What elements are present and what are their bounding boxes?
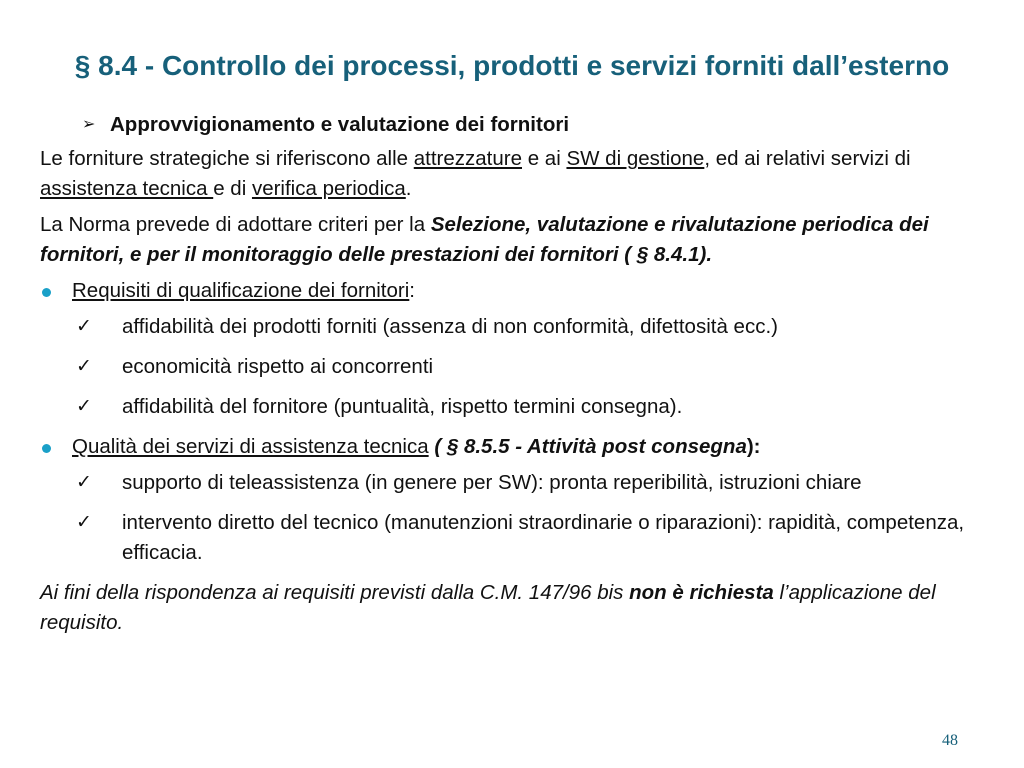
p2-bold-italic: Selezione, valutazione e rivalutazione periodica dei fornitori, e per il monitoraggio delle prestazioni dei fornitori ( § 8.4.1). (40, 213, 929, 266)
checkmark-icon: ✓ (76, 396, 92, 417)
p1-underline-sw: SW di gestione (566, 147, 705, 170)
check-item-text: economicità rispetto ai concorrenti (122, 355, 434, 378)
bullet-requisiti (40, 276, 990, 306)
bullet-requisiti-suffix: : (409, 279, 415, 302)
p3-italic-2: l’applicazione del requisito. (40, 581, 936, 634)
subheading (40, 110, 990, 140)
p1-underline-assistenza: assistenza tecnica (40, 177, 214, 200)
arrow-right-icon: ➢ (82, 116, 96, 133)
slide-title: § 8.4 - Controllo dei processi, prodotti e servizi forniti dall’esterno (74, 50, 950, 81)
p1-text-5: . (405, 177, 412, 200)
check-item-text: affidabilità dei prodotti forniti (assenza di non conformità, difettosità ecc.) (122, 315, 778, 338)
check-item (40, 508, 990, 568)
checkmark-icon: ✓ (76, 512, 92, 533)
p1-underline-verifica: verifica periodica (251, 177, 406, 200)
p2-text-1: La Norma prevede di adottare criteri per la (40, 213, 431, 236)
p1-text-4: e di (213, 177, 252, 200)
p3-bold-italic: non è richiesta (629, 581, 774, 604)
check-item (40, 352, 990, 382)
subheading-text: Approvvigionamento e valutazione dei fornitori (110, 113, 570, 136)
p1-text-2: e ai (522, 147, 567, 170)
dot-icon (42, 288, 51, 297)
checkmark-icon: ✓ (76, 472, 92, 493)
paragraph-forniture (40, 144, 990, 204)
check-item-text: intervento diretto del tecnico (manutenzioni straordinarie o riparazioni): rapidità, competenza, efficacia. (122, 511, 965, 564)
check-item (40, 392, 990, 422)
checkmark-icon: ✓ (76, 316, 92, 337)
paragraph-norma (40, 210, 990, 270)
paragraph-footnote (40, 578, 990, 638)
bullet-qualita-label: Qualità dei servizi di assistenza tecnica (72, 435, 429, 458)
check-item-text: affidabilità del fornitore (puntualità, rispetto termini consegna). (122, 395, 683, 418)
p1-underline-attrezzature: attrezzature (413, 147, 522, 170)
p3-italic-1: Ai fini della rispondenza ai requisiti previsti dalla C.M. 147/96 bis (40, 581, 630, 604)
bullet-requisiti-label: Requisiti di qualificazione dei fornitori (72, 279, 410, 302)
dot-icon (42, 444, 51, 453)
checkmark-icon: ✓ (76, 356, 92, 377)
p1-text-3: , ed ai relativi servizi di (704, 147, 911, 170)
check-item (40, 312, 990, 342)
page-number: 48 (942, 732, 958, 749)
p1-text-1: Le forniture strategiche si riferiscono alle (40, 147, 414, 170)
bullet-qualita-suffix: ): (746, 435, 761, 458)
bullet-qualita (40, 432, 990, 462)
bullet-qualita-ref: ( § 8.5.5 - Attività post consegna (428, 435, 747, 458)
check-item (40, 468, 990, 498)
slide-content (40, 110, 990, 644)
check-item-text: supporto di teleassistenza (in genere per SW): pronta reperibilità, istruzioni chiare (122, 471, 862, 494)
